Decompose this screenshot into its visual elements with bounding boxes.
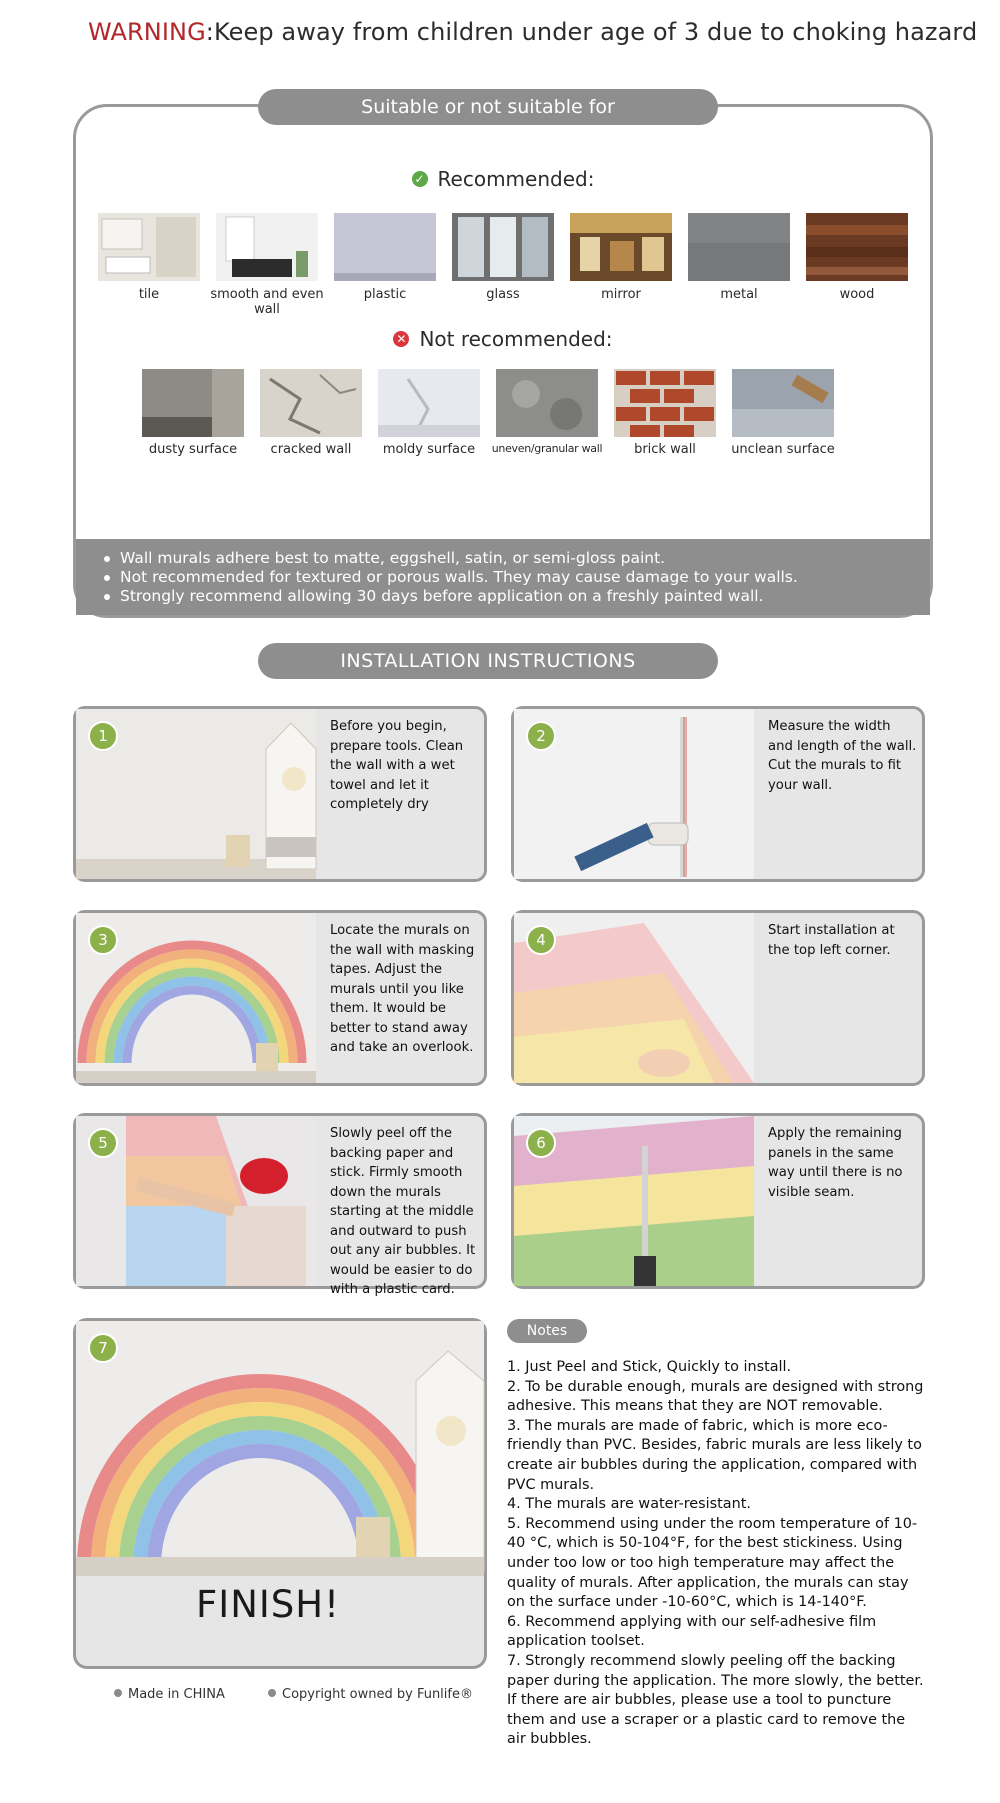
step-2-card (511, 706, 925, 882)
step-6-card (511, 1113, 925, 1289)
step-7-number: 7 (88, 1333, 118, 1363)
rec-label-tile: tile (138, 287, 160, 302)
note-item-4: 4. The murals are water-resistant. (507, 1496, 751, 1513)
step-6-number: 6 (526, 1128, 556, 1158)
step-4-card (511, 910, 925, 1086)
step-1-text: Before you begin, prepare tools. Clean the wall with a wet towel and let it completely dry (330, 719, 464, 812)
note-item-6: 6. Recommend applying with our self-adhesive film application toolset. (507, 1613, 877, 1650)
thumb-glass (452, 213, 554, 281)
suitability-notes (76, 539, 930, 615)
step-7-card (73, 1318, 487, 1669)
warning-text: :Keep away from children under age of 3 due to choking hazard (205, 18, 978, 46)
not-rec-label-brick: brick wall (634, 442, 696, 457)
note-item-3: 3. The murals are made of fabric, which is more eco-friendly than PVC. Besides, fabric murals are less likely to create air bubbles during the application, compared with PVC murals. (507, 1417, 922, 1493)
bullet-2: Not recommended for textured or porous walls. They may cause damage to your walls. (120, 568, 930, 587)
suitable-panel (73, 104, 933, 618)
step-1-card (73, 706, 487, 882)
not-rec-label-uneven: uneven/granular wall (491, 442, 603, 455)
notes-title-pill: Notes (507, 1319, 587, 1343)
step-3-card (73, 910, 487, 1086)
rec-label-glass: glass (486, 287, 520, 302)
thumb-moldy (378, 369, 480, 437)
thumb-metal (688, 213, 790, 281)
thumb-tile (98, 213, 200, 281)
warning-banner (88, 18, 977, 46)
not-rec-label-moldy: moldy surface (382, 442, 476, 457)
thumb-plastic (334, 213, 436, 281)
rec-label-metal: metal (720, 287, 758, 302)
note-item-5: 5. Recommend using under the room temperature of 10-40 °C, which is 50-104°F, for the best stickiness. Using under too low or too high temperature may affect the quality of murals. After application, the murals can stay on the surface under -10-60°C, which is 14-140°F. (507, 1515, 918, 1611)
recommended-heading (76, 167, 930, 191)
step-5-number: 5 (88, 1128, 118, 1158)
thumb-dusty (142, 369, 244, 437)
thumb-mirror (570, 213, 672, 281)
not-recommended-title: Not recommended: (419, 327, 613, 351)
thumb-wood (806, 213, 908, 281)
thumb-smooth-wall (216, 213, 318, 281)
note-item-7: 7. Strongly recommend slowly peeling off the backing paper during the application. The more slowly, the better. If there are air bubbles, please use a tool to puncture them and use a scraper or a plastic card to remove the air bubbles. (507, 1652, 924, 1748)
step-4-number: 4 (526, 925, 556, 955)
thumb-uneven (496, 369, 598, 437)
step-5-card (73, 1113, 487, 1297)
step-6-text: Apply the remaining panels in the same way until there is no visible seam. (768, 1126, 903, 1200)
suitable-title-pill: Suitable or not suitable for (258, 89, 718, 125)
thumb-unclean (732, 369, 834, 437)
rec-label-wood: wood (839, 287, 875, 302)
installation-title-pill: INSTALLATION INSTRUCTIONS (258, 643, 718, 679)
step-1-number: 1 (88, 721, 118, 751)
step-2-number: 2 (526, 721, 556, 751)
step-3-number: 3 (88, 925, 118, 955)
step-2-text: Measure the width and length of the wall. Cut the murals to fit your wall. (768, 719, 917, 793)
thumb-cracked (260, 369, 362, 437)
bullet-1: Wall murals adhere best to matte, eggshell, satin, or semi-gloss paint. (120, 549, 930, 568)
recommended-title: Recommended: (437, 167, 595, 191)
bullet-3: Strongly recommend allowing 30 days before application on a freshly painted wall. (120, 587, 930, 606)
cross-icon: ✕ (393, 331, 409, 347)
warning-label: WARNING (88, 18, 206, 46)
step-3-text: Locate the murals on the wall with masking tapes. Adjust the murals until you like them. It would be better to stand away and take an overlook. (330, 923, 475, 1055)
not-recommended-heading (76, 327, 930, 351)
copyright-label: Copyright owned by Funlife® (268, 1687, 473, 1702)
rec-label-plastic: plastic (363, 287, 407, 302)
notes-list (507, 1358, 927, 1750)
note-item-1: 1. Just Peel and Stick, Quickly to install. (507, 1359, 792, 1375)
step-5-text: Slowly peel off the backing paper and stick. Firmly smooth down the murals starting at the middle and outward to push out any air bubbles. It would be easier to do with a plastic card. (330, 1126, 476, 1297)
rec-label-mirror: mirror (601, 287, 641, 302)
not-rec-label-cracked: cracked wall (270, 442, 352, 457)
not-rec-label-dusty: dusty surface (148, 442, 238, 457)
thumb-brick (614, 369, 716, 437)
made-in-label: Made in CHINA (114, 1687, 225, 1702)
rec-label-smooth-wall: smooth and even wall (210, 287, 324, 317)
finish-text: FINISH! (196, 1583, 340, 1626)
note-item-2: 2. To be durable enough, murals are designed with strong adhesive. This means that they are NOT removable. (507, 1378, 924, 1415)
step-4-text: Start installation at the top left corner. (768, 923, 895, 958)
check-icon: ✓ (412, 171, 428, 187)
not-rec-label-unclean: unclean surface (731, 442, 835, 457)
step-7-photo (76, 1321, 484, 1576)
